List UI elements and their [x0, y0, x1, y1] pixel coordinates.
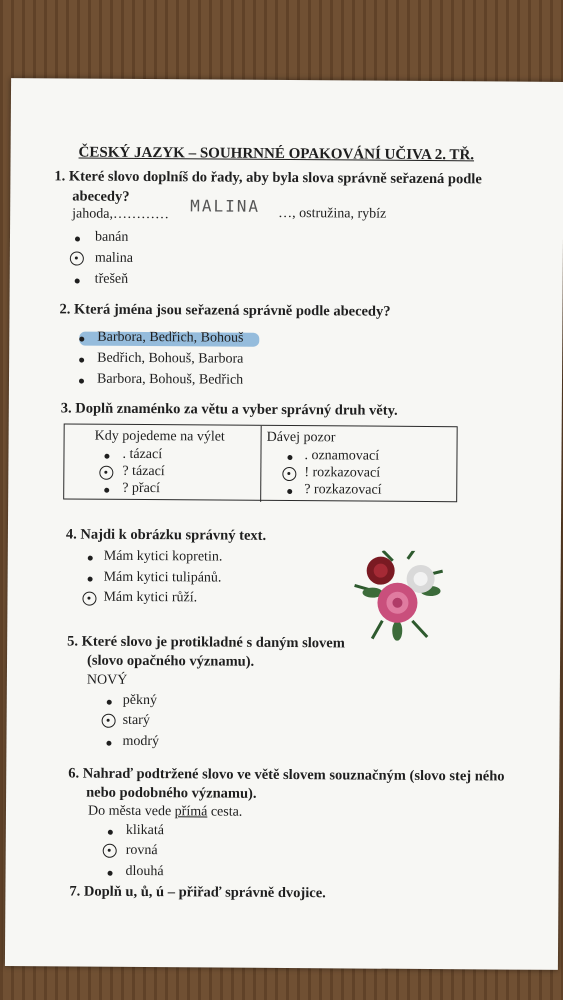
question-1-line-1: 1. Které slovo doplníš do řady, aby byla slova správně seřazená podle [54, 168, 482, 188]
question-6-line-2: nebo podobného významu). [86, 784, 257, 802]
question-1-option-1[interactable]: banán [94, 229, 129, 245]
question-4: 4. Najdi k obrázku správný text. [65, 526, 267, 544]
question-6-line-1: 6. Nahraď podtržené slovo ve větě slovem souznačným (slovo stej ného [68, 765, 505, 785]
question-1-sequence-end: …, ostružina, rybíz [278, 205, 387, 222]
bullet-icon [79, 337, 84, 342]
question-4-option-1[interactable]: Mám kytici kopretin. [103, 548, 223, 565]
bullet-icon [104, 488, 109, 493]
question-5-option-1[interactable]: pěkný [122, 692, 158, 709]
underlined-word: přímá [174, 804, 208, 820]
table-left-option-2[interactable]: ? tázací [122, 463, 165, 480]
question-4-option-2[interactable]: Mám kytici tulipánů. [103, 569, 222, 586]
selected-circle-icon [99, 466, 113, 480]
question-3: 3. Doplň znaménko za větu a vyber správný druh věty. [60, 400, 398, 419]
question-2: 2. Která jména jsou seřazená správně podle abecedy? [59, 301, 391, 320]
worksheet-paper [5, 78, 563, 970]
question-7: 7. Doplň u, ů, ú – přiřaď správně dvojice. [69, 883, 326, 902]
question-3-table [63, 423, 458, 502]
question-6-sentence [88, 804, 242, 821]
table-right-option-1[interactable]: . oznamovací [304, 448, 380, 464]
question-1-option-2[interactable]: malina [94, 250, 134, 266]
question-2-option-3[interactable]: Barbora, Bohouš, Bedřich [96, 371, 244, 388]
bullet-icon [75, 279, 80, 284]
question-5-option-2[interactable]: starý [122, 712, 150, 729]
table-right-option-2[interactable]: ! rozkazovací [304, 465, 381, 481]
selected-circle-icon [102, 714, 116, 728]
question-2-option-2[interactable]: Bedřich, Bohouš, Barbora [97, 350, 244, 367]
table-right-option-3[interactable]: ? rozkazovací [304, 482, 382, 498]
question-1-option-3[interactable]: třešeň [94, 271, 129, 287]
selected-circle-icon [282, 467, 296, 481]
question-5-line-2: (slovo opačného významu). [86, 652, 255, 670]
selected-circle-icon [82, 592, 96, 606]
question-2-option-1[interactable]: Barbora, Bedřich, Bohouš [97, 329, 244, 346]
bullet-icon [79, 358, 84, 363]
bullet-icon [287, 489, 292, 494]
table-left-header: Kdy pojedeme na výlet [94, 428, 225, 445]
table-left-option-3[interactable]: ? přací [122, 480, 160, 497]
worksheet-title: ČESKÝ JAZYK – SOUHRNNÉ OPAKOVÁNÍ UČIVA 2. TŘ. [78, 144, 475, 164]
question-5-word: NOVÝ [86, 672, 128, 688]
table-divider [260, 426, 262, 502]
bullet-icon [79, 379, 84, 384]
bullet-icon [88, 556, 93, 561]
bullet-icon [104, 454, 109, 459]
question-1-sequence-start: jahoda,………… [72, 206, 170, 223]
selected-circle-icon [70, 251, 84, 265]
table-left-option-1[interactable]: . tázací [122, 446, 163, 463]
bullet-icon [75, 237, 80, 242]
bullet-icon [106, 741, 111, 746]
question-1-line-2: abecedy? [72, 188, 130, 205]
table-right-header: Dávej pozor [266, 429, 336, 446]
bullet-icon [88, 577, 93, 582]
question-1-handwritten-answer: MALINA [190, 196, 261, 216]
question-6-option-1[interactable]: klikatá [125, 822, 165, 839]
bullet-icon [287, 455, 292, 460]
question-6-option-3[interactable]: dlouhá [125, 863, 164, 880]
sentence-start: Do města vede [87, 803, 175, 820]
question-6-option-2[interactable]: rovná [125, 842, 158, 859]
question-5-line-1: 5. Které slovo je protikladné s daným slovem [67, 633, 345, 652]
question-5-option-3[interactable]: modrý [122, 733, 160, 750]
question-4-option-3[interactable]: Mám kytici růží. [103, 589, 198, 606]
bullet-icon [107, 700, 112, 705]
bullet-icon [108, 871, 113, 876]
bullet-icon [108, 830, 113, 835]
roses-bouquet-image [352, 550, 445, 641]
selected-circle-icon [103, 844, 117, 858]
sentence-end: cesta. [207, 804, 243, 820]
